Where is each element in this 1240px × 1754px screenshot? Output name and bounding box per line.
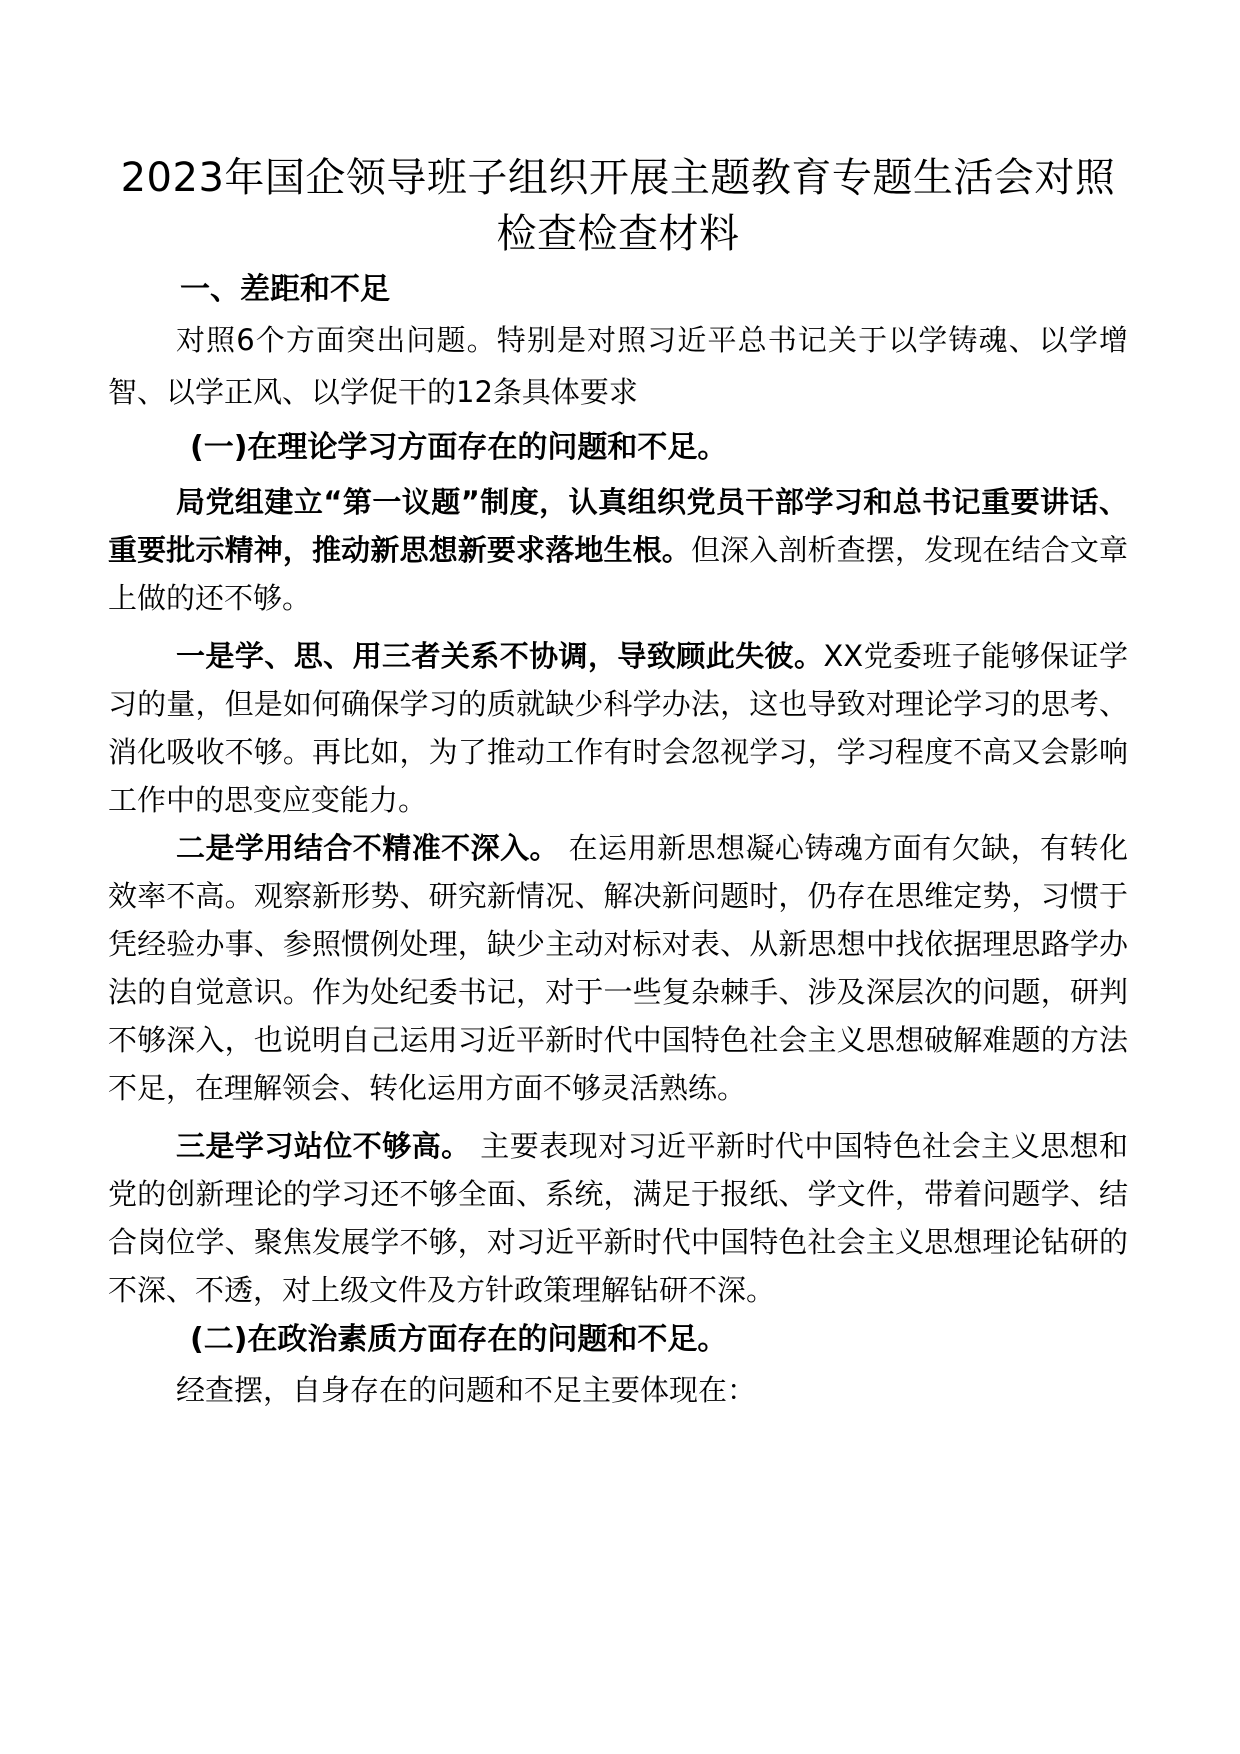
paragraph-lead-bold: 二是学用结合不精准不深入。 (176, 831, 559, 865)
paragraph-lead-bold: 三是学习站位不够高。 (176, 1129, 471, 1163)
paragraph-body: 但深入剖析查摆，发现在结合文章上做的还不够。 (108, 533, 1128, 615)
paragraph-point-one (108, 632, 1128, 824)
paragraph-review-findings: 经查摆，自身存在的问题和不足主要体现在： (176, 1373, 757, 1407)
paragraph-lead-bold: 局党组建立“第一议题”制度，认真组织党员干部学习和总书记重要讲话、重要批示精神，推动新思想新要求落地生根。 (108, 485, 1128, 567)
paragraph-body: 在运用新思想凝心铸魂方面有欠缺，有转化效率不高。观察新形势、研究新情况、解决新问题时，仍存在思维定势，习惯于凭经验办事、参照惯例处理，缺少主动对标对表、从新思想中找依据理思路学办法的自觉意识。作为处纪委书记，对于一些复杂棘手、涉及深层次的问题，研判不够深入，也说明自己运用习近平新时代中国特色社会主义思想破解难题的方法不足，在理解领会、转化运用方面不够灵活熟练。 (108, 831, 1128, 1105)
subsection-heading-political-quality: (二)在政治素质方面存在的问题和不足。 (190, 1322, 728, 1357)
paragraph-body: XX党委班子能够保证学习的量，但是如何确保学习的质就缺少科学办法，这也导致对理论学习的思考、消化吸收不够。再比如，为了推动工作有时会忽视学习，学习程度不高又会影响工作中的思变应变能力。 (108, 639, 1128, 817)
paragraph-point-two (108, 824, 1128, 1112)
section-intro-paragraph: 对照6个方面突出问题。特别是对照习近平总书记关于以学铸魂、以学增智、以学正风、以学促干的12条具体要求 (108, 323, 1128, 409)
paragraph-lead-bold: 一是学、思、用三者关系不协调，导致顾此失彼。 (176, 639, 824, 673)
document-page (108, 150, 1128, 1414)
subsection-heading-theory-study: (一)在理论学习方面存在的问题和不足。 (190, 430, 728, 465)
paragraph-body: 主要表现对习近平新时代中国特色社会主义思想和党的创新理论的学习还不够全面、系统，满足于报纸、学文件，带着问题学、结合岗位学、聚焦发展学不够，对习近平新时代中国特色社会主义思想理论钻研的不深、不透，对上级文件及方针政策理解钻研不深。 (108, 1129, 1128, 1307)
paragraph-first-topic-system (108, 478, 1128, 622)
paragraph-point-three (108, 1122, 1128, 1314)
document-title: 2023年国企领导班子组织开展主题教育专题生活会对照检查检查材料 (120, 155, 1116, 257)
section-heading-gaps: 一、差距和不足 (180, 272, 390, 307)
